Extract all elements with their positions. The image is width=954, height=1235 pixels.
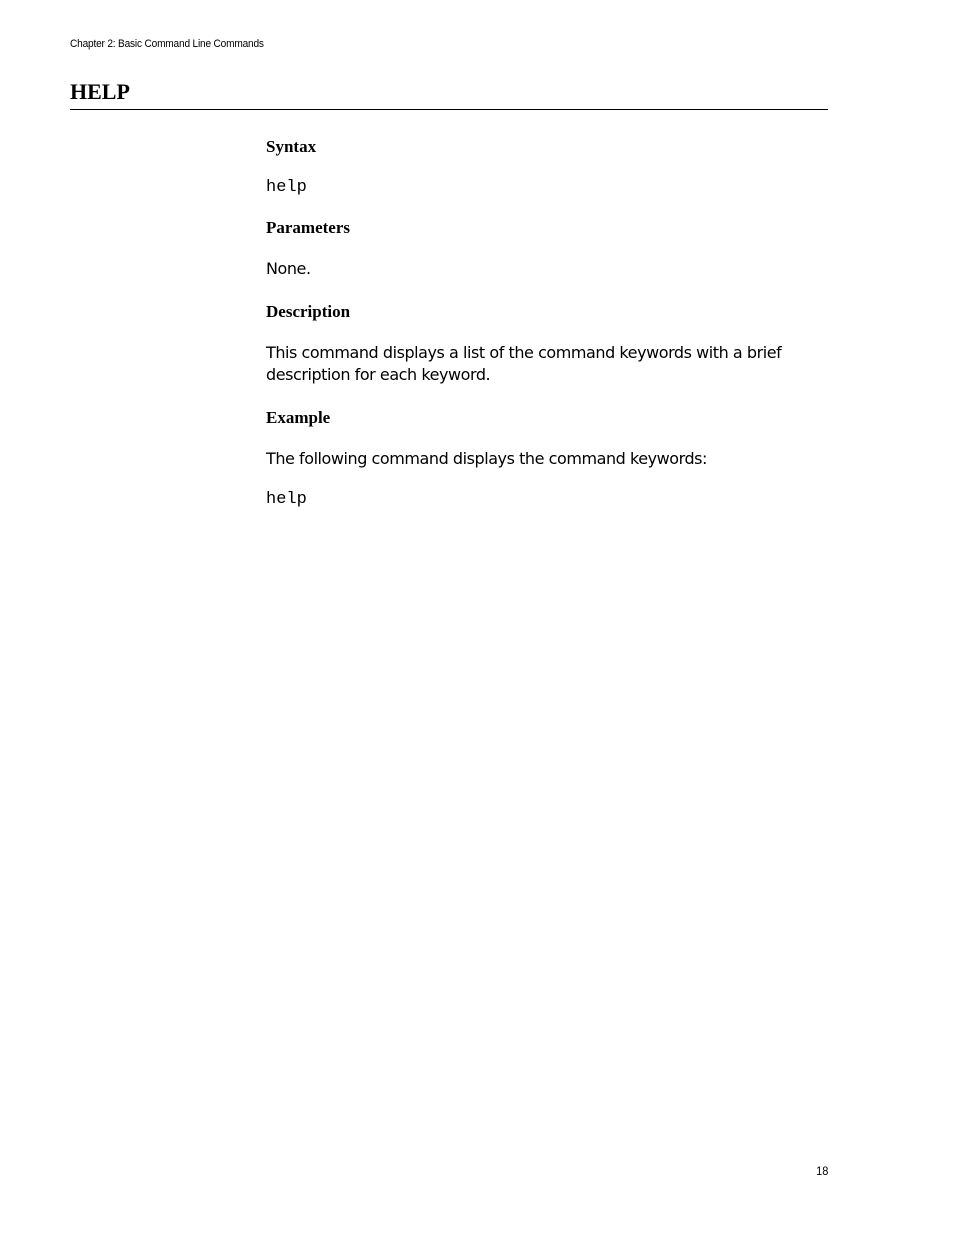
page-title: HELP — [70, 79, 130, 104]
example-heading: Example — [266, 408, 331, 427]
example-code: help — [266, 490, 307, 509]
title-divider — [70, 109, 828, 110]
description-text: This command displays a list of the command keywords with a brief description for each keyword. — [266, 343, 782, 384]
example-section — [266, 407, 826, 511]
description-heading: Description — [266, 302, 351, 321]
syntax-code: help — [266, 178, 307, 197]
parameters-heading: Parameters — [266, 218, 351, 237]
syntax-section — [266, 136, 826, 199]
parameters-text: None. — [266, 259, 311, 278]
description-section — [266, 301, 826, 386]
running-header: Chapter 2: Basic Command Line Commands — [70, 38, 264, 50]
command-reference-body — [266, 136, 826, 511]
page-number: 18 — [815, 1164, 828, 1178]
parameters-section — [266, 217, 826, 280]
syntax-heading: Syntax — [266, 137, 317, 156]
example-text: The following command displays the command keywords: — [266, 449, 707, 468]
